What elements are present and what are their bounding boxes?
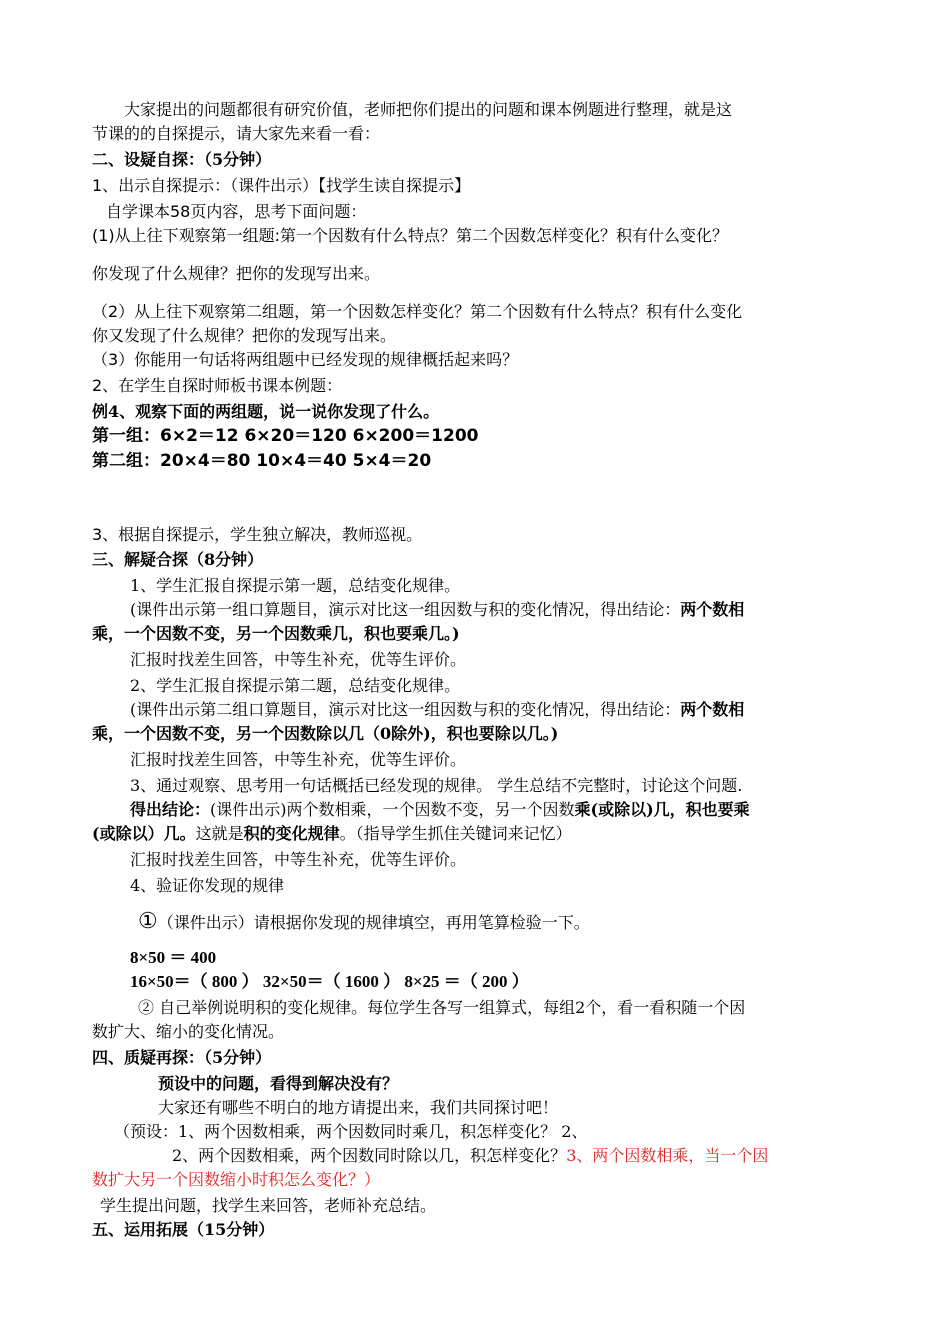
question-2-line1: （2）从上往下观察第二组题，第一个因数怎样变化？第二个因数有什么特点？积有什么变化 — [92, 302, 743, 321]
question-1-line1: (1)从上往下观察第一组题:第一个因数有什么特点？第二个因数怎样变化？积有什么变化？ — [92, 226, 729, 245]
paragraph-intro-line2: 节课的的自探提示，请大家先来看一看： — [92, 124, 381, 143]
report-1-heading: 1、学生汇报自探提示第一题，总结变化规律。 — [130, 576, 461, 595]
question-1-line2: 你发现了什么规律？把你的发现写出来。 — [92, 264, 381, 283]
verify-task-2-line1: ② 自己举例说明积的变化规律。每位学生各写一组算式，每组2个，看一看积随一个因 — [138, 998, 746, 1017]
self-study-instruction: 自学课本58页内容，思考下面问题： — [106, 202, 367, 221]
summary-instruction: 3、通过观察、思考用一句话概括已经发现的规律。 学生总结不完整时，讨论这个问题. — [130, 776, 743, 795]
verify-equations-fill: 16×50＝（ 800 ） 32×50＝（ 1600 ） 8×25 ＝（ 200 ） — [130, 972, 529, 991]
conclusion-1-line1: (课件出示第一组口算题目，演示对比这一组因数与积的变化情况，得出结论：两个数相 — [130, 600, 745, 619]
verify-heading: 4、验证你发现的规律 — [130, 876, 285, 895]
preset-line1: （预设：1、两个因数相乘，两个因数同时乘几，积怎样变化？ 2、 — [114, 1122, 588, 1141]
student-question-note: 学生提出问题，找学生来回答，老师补充总结。 — [100, 1196, 437, 1215]
question-3: （3）你能用一句话将两组题中已经发现的规律概括起来吗？ — [92, 350, 519, 369]
verify-task-1: ①（课件出示）请根据你发现的规律填空，再用笔算检验一下。 — [138, 909, 590, 934]
paragraph-intro-line1: 大家提出的问题都很有研究价值，老师把你们提出的问题和课本例题进行整理，就是这 — [124, 100, 733, 119]
conclusion-1-line2: 乘，一个因数不变，另一个因数乘几，积也要乘几。) — [92, 624, 460, 643]
verify-equation-base: 8×50 ＝ 400 — [130, 948, 217, 967]
report-3-note: 汇报时找差生回答，中等生补充，优等生评价。 — [130, 850, 467, 869]
report-2-heading: 2、学生汇报自探提示第二题，总结变化规律。 — [130, 676, 461, 695]
example-4-title: 例4、观察下面的两组题，说一说你发现了什么。 — [92, 402, 440, 421]
section-heading-3: 三、解疑合探（8分钟） — [92, 550, 264, 569]
ask-questions-prompt: 大家还有哪些不明白的地方请提出来，我们共同探讨吧！ — [158, 1098, 559, 1117]
final-conclusion-line1: 得出结论：(课件出示)两个数相乘，一个因数不变，另一个因数乘(或除以)几，积也要乘 — [130, 800, 750, 819]
step-1-heading: 1、出示自探提示：（课件出示）【找学生读自探提示】 — [92, 176, 471, 195]
step-3-heading: 3、根据自探提示，学生独立解决，教师巡视。 — [92, 525, 423, 544]
question-2-line2: 你又发现了什么规律？把你的发现写出来。 — [92, 326, 397, 345]
step-2-heading: 2、在学生自探时师板书课本例题： — [92, 376, 343, 395]
circled-one: ① — [138, 909, 158, 934]
example-group-2: 第二组：20×4＝80 10×4＝40 5×4＝20 — [92, 451, 432, 471]
conclusion-2-line2: 乘，一个因数不变，另一个因数除以几（0除外)，积也要除以几。) — [92, 724, 559, 743]
verify-task-2-line2: 数扩大、缩小的变化情况。 — [92, 1022, 285, 1041]
preset-question-check: 预设中的问题，看得到解决没有？ — [158, 1074, 399, 1093]
final-conclusion-line2: (或除以）几。这就是积的变化规律。（指导学生抓住关键词来记忆） — [92, 824, 572, 843]
example-group-1: 第一组：6×2＝12 6×20＝120 6×200＝1200 — [92, 426, 479, 446]
section-heading-2: 二、设疑自探：（5分钟） — [92, 150, 272, 169]
preset-line2: 2、两个因数相乘，两个因数同时除以几，积怎样变化？3、两个因数相乘，当一个因 — [172, 1146, 769, 1165]
section-heading-5: 五、运用拓展（15分钟） — [92, 1220, 275, 1239]
section-heading-4: 四、质疑再探：（5分钟） — [92, 1048, 272, 1067]
conclusion-2-line1: (课件出示第二组口算题目，演示对比这一组因数与积的变化情况，得出结论：两个数相 — [130, 700, 745, 719]
report-1-note: 汇报时找差生回答，中等生补充，优等生评价。 — [130, 650, 467, 669]
preset-line3: 数扩大另一个因数缩小时积怎么变化？） — [92, 1170, 381, 1189]
report-2-note: 汇报时找差生回答，中等生补充，优等生评价。 — [130, 750, 467, 769]
